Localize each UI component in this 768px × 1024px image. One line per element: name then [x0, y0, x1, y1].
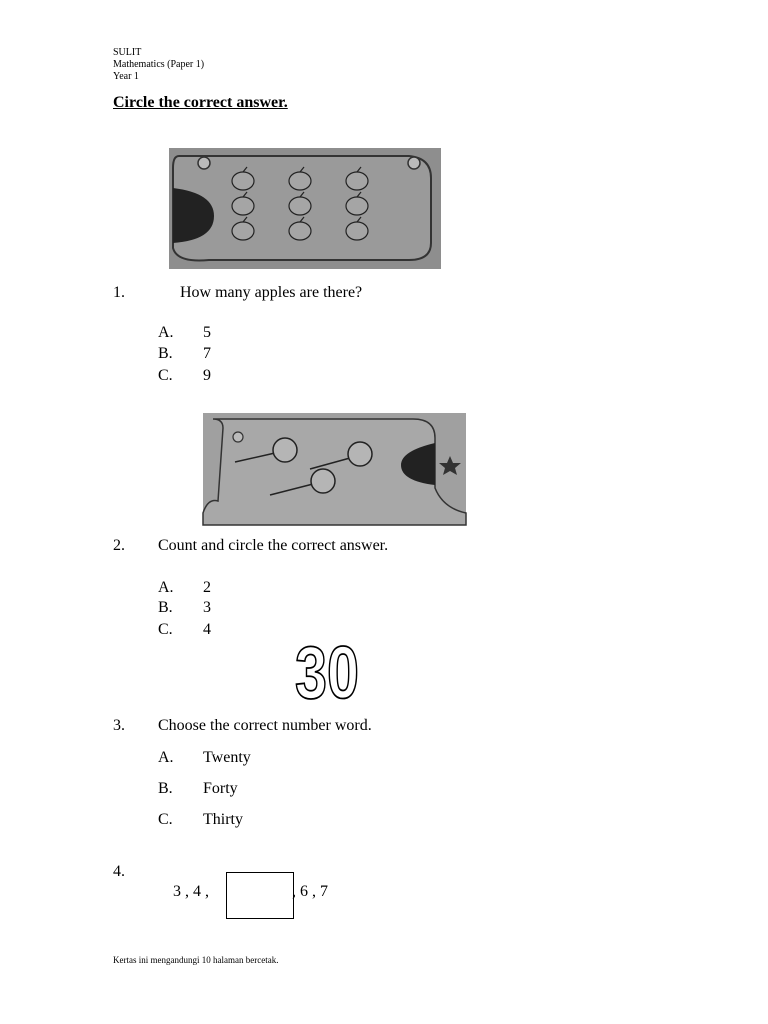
outline-number-30	[292, 631, 362, 714]
answer-box[interactable]	[226, 872, 294, 919]
apples-image	[169, 148, 441, 269]
q1-option-a-value[interactable]: 5	[203, 324, 211, 341]
q2-option-b-letter: B.	[158, 599, 173, 616]
q3-option-b-letter: B.	[158, 780, 173, 797]
header-subject: Mathematics (Paper 1)	[113, 59, 205, 70]
header-year: Year 1	[113, 71, 139, 82]
q1-option-a-letter: A.	[158, 324, 174, 341]
q3-option-b-value[interactable]: Forty	[203, 780, 238, 797]
q2-option-c-value[interactable]: 4	[203, 621, 211, 638]
q3-option-c-letter: C.	[158, 811, 173, 828]
question-3-text: Choose the correct number word.	[158, 717, 372, 734]
q1-option-c-value[interactable]: 9	[203, 367, 211, 384]
outline-number-text: 30	[295, 631, 359, 714]
q2-option-a-value[interactable]: 2	[203, 579, 211, 596]
q3-option-c-value[interactable]: Thirty	[203, 811, 243, 828]
q3-option-a-letter: A.	[158, 749, 174, 766]
question-1-text: How many apples are there?	[180, 284, 363, 301]
question-2-number: 2.	[113, 537, 125, 554]
q2-option-c-letter: C.	[158, 621, 173, 638]
lollipops-image	[203, 413, 466, 525]
q3-option-a-value[interactable]: Twenty	[203, 749, 251, 766]
question-3-number: 3.	[113, 717, 125, 734]
q2-option-a-letter: A.	[158, 579, 174, 596]
q1-option-b-value[interactable]: 7	[203, 345, 211, 362]
question-2-text: Count and circle the correct answer.	[158, 537, 389, 554]
q1-option-c-letter: C.	[158, 367, 173, 384]
page-footer: Kertas ini mengandungi 10 halaman bercetak.	[113, 955, 279, 965]
question-4-number: 4.	[113, 863, 125, 880]
q2-option-b-value[interactable]: 3	[203, 599, 211, 616]
header-sulit: SULIT	[113, 47, 142, 58]
q1-option-b-letter: B.	[158, 345, 173, 362]
sequence-before: 3 , 4 ,	[173, 883, 209, 900]
question-1-number: 1.	[113, 284, 125, 301]
instruction-heading: Circle the correct answer.	[113, 94, 288, 111]
sequence-after: , 6 , 7	[292, 883, 328, 900]
